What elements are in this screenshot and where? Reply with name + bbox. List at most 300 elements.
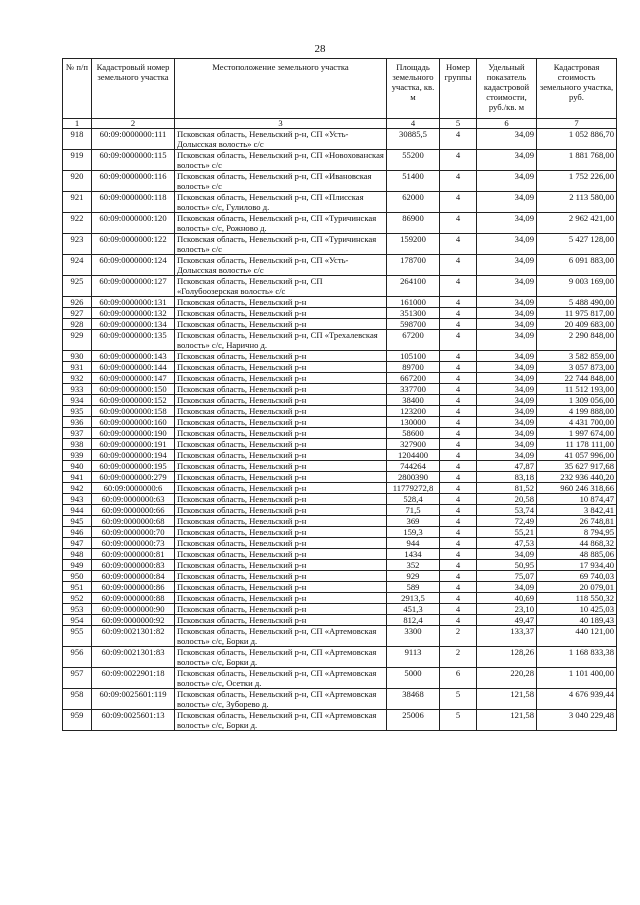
location-cell: Псковская область, Невельский р-н [175, 494, 387, 505]
group-number-cell: 4 [440, 308, 477, 319]
specific-value-cell: 34,09 [477, 450, 537, 461]
table-row [63, 192, 617, 213]
cadastral-number-cell: 60:09:0000000:68 [92, 516, 175, 527]
area-cell: 3300 [387, 626, 440, 647]
location-cell: Псковская область, Невельский р-н, СП «Плисская волость» с/с, Гулилово д. [175, 192, 387, 213]
cadastral-number-cell: 60:09:0000000:131 [92, 297, 175, 308]
table-row [63, 626, 617, 647]
cadastral-number-cell: 60:09:0000000:147 [92, 373, 175, 384]
area-cell: 58600 [387, 428, 440, 439]
table-row [63, 255, 617, 276]
location-cell: Псковская область, Невельский р-н, СП «Туричинская волость» с/с [175, 234, 387, 255]
area-cell: 130000 [387, 417, 440, 428]
cadastral-value-cell: 4 676 939,44 [537, 689, 617, 710]
specific-value-cell: 34,09 [477, 384, 537, 395]
cadastral-value-cell: 48 885,06 [537, 549, 617, 560]
location-cell: Псковская область, Невельский р-н [175, 450, 387, 461]
table-row [63, 150, 617, 171]
specific-value-cell: 72,49 [477, 516, 537, 527]
location-cell: Псковская область, Невельский р-н [175, 571, 387, 582]
specific-value-cell: 34,09 [477, 308, 537, 319]
cadastral-value-cell: 4 431 700,00 [537, 417, 617, 428]
area-cell: 451,3 [387, 604, 440, 615]
row-number-cell: 956 [63, 647, 92, 668]
row-number-cell: 924 [63, 255, 92, 276]
specific-value-cell: 34,09 [477, 276, 537, 297]
cadastral-number-cell: 60:09:0000000:116 [92, 171, 175, 192]
specific-value-cell: 34,09 [477, 582, 537, 593]
area-cell: 1434 [387, 549, 440, 560]
cadastral-value-cell: 1 309 056,00 [537, 395, 617, 406]
group-number-cell: 2 [440, 647, 477, 668]
location-cell: Псковская область, Невельский р-н [175, 439, 387, 450]
cadastral-value-cell: 11 975 817,00 [537, 308, 617, 319]
cadastral-number-cell: 60:09:0000000:195 [92, 461, 175, 472]
location-cell: Псковская область, Невельский р-н [175, 308, 387, 319]
cadastral-number-cell: 60:09:0000000:70 [92, 527, 175, 538]
cadastral-value-cell: 69 740,03 [537, 571, 617, 582]
header-cell: Кадастровая стоимость земельного участка, руб. [537, 59, 617, 119]
row-number-cell: 926 [63, 297, 92, 308]
area-cell: 812,4 [387, 615, 440, 626]
cadastral-number-cell: 60:09:0000000:90 [92, 604, 175, 615]
specific-value-cell: 34,09 [477, 439, 537, 450]
cadastral-value-cell: 1 101 400,00 [537, 668, 617, 689]
column-number: 5 [440, 119, 477, 129]
cadastral-number-cell: 60:09:0021301:83 [92, 647, 175, 668]
cadastral-number-cell: 60:09:0025601:13 [92, 710, 175, 731]
group-number-cell: 4 [440, 560, 477, 571]
cadastral-number-cell: 60:09:0000000:118 [92, 192, 175, 213]
row-number-cell: 937 [63, 428, 92, 439]
group-number-cell: 4 [440, 319, 477, 330]
table-row [63, 319, 617, 330]
cadastral-value-cell: 26 748,81 [537, 516, 617, 527]
cadastral-table [62, 58, 617, 731]
header-cell: Удельный показатель кадастровой стоимости, руб./кв. м [477, 59, 537, 119]
location-cell: Псковская область, Невельский р-н [175, 483, 387, 494]
specific-value-cell: 128,26 [477, 647, 537, 668]
group-number-cell: 4 [440, 538, 477, 549]
table-row [63, 384, 617, 395]
row-number-cell: 950 [63, 571, 92, 582]
location-cell: Псковская область, Невельский р-н [175, 538, 387, 549]
header-cell: Площадь земельного участка, кв. м [387, 59, 440, 119]
group-number-cell: 4 [440, 483, 477, 494]
specific-value-cell: 81,52 [477, 483, 537, 494]
table-row [63, 395, 617, 406]
cadastral-value-cell: 118 550,32 [537, 593, 617, 604]
cadastral-value-cell: 20 079,01 [537, 582, 617, 593]
row-number-cell: 918 [63, 129, 92, 150]
area-cell: 352 [387, 560, 440, 571]
location-cell: Псковская область, Невельский р-н [175, 351, 387, 362]
area-cell: 159200 [387, 234, 440, 255]
cadastral-value-cell: 440 121,00 [537, 626, 617, 647]
table-row [63, 516, 617, 527]
cadastral-number-cell: 60:09:0000000:124 [92, 255, 175, 276]
location-cell: Псковская область, Невельский р-н, СП «Голубоозерская волость» с/с [175, 276, 387, 297]
table-row [63, 330, 617, 351]
location-cell: Псковская область, Невельский р-н, СП «Трехалевская волость» с/с, Нарично д. [175, 330, 387, 351]
area-cell: 944 [387, 538, 440, 549]
table-row [63, 351, 617, 362]
cadastral-value-cell: 2 290 848,00 [537, 330, 617, 351]
specific-value-cell: 34,09 [477, 297, 537, 308]
area-cell: 1204400 [387, 450, 440, 461]
column-number: 7 [537, 119, 617, 129]
table-row [63, 505, 617, 516]
specific-value-cell: 220,28 [477, 668, 537, 689]
cadastral-value-cell: 22 744 848,00 [537, 373, 617, 384]
cadastral-number-cell: 60:09:0000000:135 [92, 330, 175, 351]
area-cell: 38468 [387, 689, 440, 710]
location-cell: Псковская область, Невельский р-н [175, 516, 387, 527]
row-number-cell: 919 [63, 150, 92, 171]
group-number-cell: 4 [440, 505, 477, 516]
cadastral-number-cell: 60:09:0000000:115 [92, 150, 175, 171]
table-row [63, 213, 617, 234]
location-cell: Псковская область, Невельский р-н [175, 384, 387, 395]
row-number-cell: 947 [63, 538, 92, 549]
table-row [63, 373, 617, 384]
table-row [63, 417, 617, 428]
row-number-cell: 927 [63, 308, 92, 319]
location-cell: Псковская область, Невельский р-н, СП «Новохованская волость» с/с [175, 150, 387, 171]
cadastral-value-cell: 1 752 226,00 [537, 171, 617, 192]
cadastral-number-cell: 60:09:0000000:81 [92, 549, 175, 560]
cadastral-number-cell: 60:09:0025601:119 [92, 689, 175, 710]
row-number-cell: 942 [63, 483, 92, 494]
area-cell: 86900 [387, 213, 440, 234]
row-number-cell: 959 [63, 710, 92, 731]
cadastral-value-cell: 5 427 128,00 [537, 234, 617, 255]
cadastral-number-cell: 60:09:0000000:127 [92, 276, 175, 297]
row-number-cell: 941 [63, 472, 92, 483]
row-number-cell: 954 [63, 615, 92, 626]
specific-value-cell: 34,09 [477, 171, 537, 192]
area-cell: 178700 [387, 255, 440, 276]
group-number-cell: 4 [440, 234, 477, 255]
specific-value-cell: 133,37 [477, 626, 537, 647]
column-number: 2 [92, 119, 175, 129]
location-cell: Псковская область, Невельский р-н, СП «Артемовская волость» с/с, Борки д. [175, 647, 387, 668]
column-number: 3 [175, 119, 387, 129]
row-number-cell: 944 [63, 505, 92, 516]
group-number-cell: 4 [440, 373, 477, 384]
specific-value-cell: 75,07 [477, 571, 537, 582]
cadastral-number-cell: 60:09:0022901:18 [92, 668, 175, 689]
group-number-cell: 4 [440, 297, 477, 308]
specific-value-cell: 34,09 [477, 373, 537, 384]
cadastral-number-cell: 60:09:0000000:191 [92, 439, 175, 450]
specific-value-cell: 34,09 [477, 406, 537, 417]
table-row [63, 604, 617, 615]
location-cell: Псковская область, Невельский р-н [175, 362, 387, 373]
area-cell: 159,3 [387, 527, 440, 538]
cadastral-number-cell: 60:09:0000000:84 [92, 571, 175, 582]
group-number-cell: 4 [440, 604, 477, 615]
cadastral-value-cell: 5 488 490,00 [537, 297, 617, 308]
table-row [63, 308, 617, 319]
cadastral-value-cell: 2 962 421,00 [537, 213, 617, 234]
group-number-cell: 4 [440, 450, 477, 461]
cadastral-value-cell: 3 040 229,48 [537, 710, 617, 731]
row-number-cell: 921 [63, 192, 92, 213]
specific-value-cell: 34,09 [477, 362, 537, 373]
specific-value-cell: 83,18 [477, 472, 537, 483]
row-number-cell: 935 [63, 406, 92, 417]
cadastral-number-cell: 60:09:0000000:160 [92, 417, 175, 428]
column-number: 6 [477, 119, 537, 129]
table-row [63, 549, 617, 560]
cadastral-number-cell: 60:09:0000000:279 [92, 472, 175, 483]
group-number-cell: 4 [440, 213, 477, 234]
table-body [63, 129, 617, 731]
table-row [63, 593, 617, 604]
area-cell: 105100 [387, 351, 440, 362]
row-number-cell: 936 [63, 417, 92, 428]
cadastral-value-cell: 6 091 883,00 [537, 255, 617, 276]
cadastral-number-cell: 60:09:0021301:82 [92, 626, 175, 647]
location-cell: Псковская область, Невельский р-н [175, 560, 387, 571]
specific-value-cell: 34,09 [477, 330, 537, 351]
specific-value-cell: 121,58 [477, 710, 537, 731]
specific-value-cell: 40,69 [477, 593, 537, 604]
cadastral-value-cell: 3 582 859,00 [537, 351, 617, 362]
cadastral-number-cell: 60:09:0000000:120 [92, 213, 175, 234]
specific-value-cell: 53,74 [477, 505, 537, 516]
location-cell: Псковская область, Невельский р-н [175, 615, 387, 626]
specific-value-cell: 49,47 [477, 615, 537, 626]
cadastral-value-cell: 960 246 318,66 [537, 483, 617, 494]
table-row [63, 406, 617, 417]
location-cell: Псковская область, Невельский р-н, СП «Артемовская волость» с/с, Борки д. [175, 710, 387, 731]
group-number-cell: 4 [440, 527, 477, 538]
table-row [63, 710, 617, 731]
location-cell: Псковская область, Невельский р-н [175, 417, 387, 428]
cadastral-number-cell: 60:09:0000000:6 [92, 483, 175, 494]
cadastral-value-cell: 3 057 873,00 [537, 362, 617, 373]
group-number-cell: 4 [440, 549, 477, 560]
row-number-cell: 958 [63, 689, 92, 710]
group-number-cell: 2 [440, 626, 477, 647]
row-number-cell: 951 [63, 582, 92, 593]
header-cell: № п/п [63, 59, 92, 119]
cadastral-number-cell: 60:09:0000000:143 [92, 351, 175, 362]
cadastral-number-cell: 60:09:0000000:152 [92, 395, 175, 406]
location-cell: Псковская область, Невельский р-н, СП «Ивановская волость» с/с [175, 171, 387, 192]
column-number: 1 [63, 119, 92, 129]
area-cell: 11779272,8 [387, 483, 440, 494]
area-cell: 25006 [387, 710, 440, 731]
group-number-cell: 4 [440, 384, 477, 395]
cadastral-value-cell: 8 794,95 [537, 527, 617, 538]
row-number-cell: 932 [63, 373, 92, 384]
specific-value-cell: 47,87 [477, 461, 537, 472]
area-cell: 89700 [387, 362, 440, 373]
group-number-cell: 4 [440, 571, 477, 582]
specific-value-cell: 34,09 [477, 549, 537, 560]
row-number-cell: 957 [63, 668, 92, 689]
cadastral-number-cell: 60:09:0000000:83 [92, 560, 175, 571]
cadastral-value-cell: 41 057 996,00 [537, 450, 617, 461]
table-row [63, 615, 617, 626]
table-row [63, 472, 617, 483]
area-cell: 38400 [387, 395, 440, 406]
specific-value-cell: 121,58 [477, 689, 537, 710]
table-row [63, 560, 617, 571]
table-row [63, 668, 617, 689]
table-row [63, 234, 617, 255]
column-number-row [63, 119, 617, 129]
cadastral-number-cell: 60:09:0000000:88 [92, 593, 175, 604]
table-row [63, 689, 617, 710]
table-row [63, 439, 617, 450]
location-cell: Псковская область, Невельский р-н [175, 428, 387, 439]
cadastral-value-cell: 44 868,32 [537, 538, 617, 549]
group-number-cell: 4 [440, 417, 477, 428]
cadastral-value-cell: 1 997 674,00 [537, 428, 617, 439]
location-cell: Псковская область, Невельский р-н [175, 593, 387, 604]
cadastral-value-cell: 40 189,43 [537, 615, 617, 626]
area-cell: 30885,5 [387, 129, 440, 150]
location-cell: Псковская область, Невельский р-н [175, 582, 387, 593]
specific-value-cell: 47,53 [477, 538, 537, 549]
row-number-cell: 933 [63, 384, 92, 395]
table-row [63, 276, 617, 297]
group-number-cell: 4 [440, 255, 477, 276]
row-number-cell: 931 [63, 362, 92, 373]
specific-value-cell: 34,09 [477, 255, 537, 276]
group-number-cell: 4 [440, 171, 477, 192]
cadastral-value-cell: 4 199 888,00 [537, 406, 617, 417]
row-number-cell: 922 [63, 213, 92, 234]
area-cell: 667200 [387, 373, 440, 384]
group-number-cell: 4 [440, 150, 477, 171]
group-number-cell: 5 [440, 710, 477, 731]
cadastral-value-cell: 20 409 683,00 [537, 319, 617, 330]
cadastral-value-cell: 1 168 833,38 [537, 647, 617, 668]
group-number-cell: 4 [440, 276, 477, 297]
area-cell: 161000 [387, 297, 440, 308]
table-row [63, 171, 617, 192]
group-number-cell: 4 [440, 461, 477, 472]
location-cell: Псковская область, Невельский р-н [175, 373, 387, 384]
table-row [63, 538, 617, 549]
cadastral-value-cell: 3 842,41 [537, 505, 617, 516]
location-cell: Псковская область, Невельский р-н, СП «Усть-Долысская волость» с/с [175, 129, 387, 150]
specific-value-cell: 34,09 [477, 428, 537, 439]
cadastral-number-cell: 60:09:0000000:132 [92, 308, 175, 319]
location-cell: Псковская область, Невельский р-н [175, 527, 387, 538]
table-row [63, 297, 617, 308]
specific-value-cell: 34,09 [477, 192, 537, 213]
cadastral-number-cell: 60:09:0000000:144 [92, 362, 175, 373]
specific-value-cell: 34,09 [477, 351, 537, 362]
group-number-cell: 4 [440, 129, 477, 150]
group-number-cell: 4 [440, 472, 477, 483]
location-cell: Псковская область, Невельский р-н, СП «Усть-Долысская волость» с/с [175, 255, 387, 276]
row-number-cell: 923 [63, 234, 92, 255]
specific-value-cell: 34,09 [477, 213, 537, 234]
group-number-cell: 4 [440, 593, 477, 604]
specific-value-cell: 34,09 [477, 129, 537, 150]
group-number-cell: 4 [440, 395, 477, 406]
specific-value-cell: 34,09 [477, 417, 537, 428]
cadastral-value-cell: 17 934,40 [537, 560, 617, 571]
row-number-cell: 939 [63, 450, 92, 461]
row-number-cell: 920 [63, 171, 92, 192]
area-cell: 5000 [387, 668, 440, 689]
area-cell: 9113 [387, 647, 440, 668]
group-number-cell: 5 [440, 689, 477, 710]
cadastral-number-cell: 60:09:0000000:63 [92, 494, 175, 505]
area-cell: 744264 [387, 461, 440, 472]
table-row [63, 494, 617, 505]
location-cell: Псковская область, Невельский р-н [175, 406, 387, 417]
location-cell: Псковская область, Невельский р-н [175, 319, 387, 330]
cadastral-value-cell: 1 052 886,70 [537, 129, 617, 150]
row-number-cell: 955 [63, 626, 92, 647]
location-cell: Псковская область, Невельский р-н [175, 297, 387, 308]
group-number-cell: 4 [440, 494, 477, 505]
row-number-cell: 943 [63, 494, 92, 505]
row-number-cell: 945 [63, 516, 92, 527]
area-cell: 369 [387, 516, 440, 527]
row-number-cell: 952 [63, 593, 92, 604]
group-number-cell: 4 [440, 439, 477, 450]
specific-value-cell: 23,10 [477, 604, 537, 615]
cadastral-number-cell: 60:09:0000000:150 [92, 384, 175, 395]
area-cell: 51400 [387, 171, 440, 192]
specific-value-cell: 50,95 [477, 560, 537, 571]
location-cell: Псковская область, Невельский р-н [175, 472, 387, 483]
group-number-cell: 4 [440, 351, 477, 362]
cadastral-value-cell: 1 881 768,00 [537, 150, 617, 171]
cadastral-value-cell: 10 874,47 [537, 494, 617, 505]
area-cell: 929 [387, 571, 440, 582]
row-number-cell: 929 [63, 330, 92, 351]
area-cell: 71,5 [387, 505, 440, 516]
location-cell: Псковская область, Невельский р-н, СП «Туричинская волость» с/с, Рожново д. [175, 213, 387, 234]
table-row [63, 582, 617, 593]
table-row [63, 428, 617, 439]
row-number-cell: 930 [63, 351, 92, 362]
row-number-cell: 938 [63, 439, 92, 450]
cadastral-number-cell: 60:09:0000000:122 [92, 234, 175, 255]
specific-value-cell: 55,21 [477, 527, 537, 538]
cadastral-number-cell: 60:09:0000000:111 [92, 129, 175, 150]
table-row [63, 129, 617, 150]
area-cell: 264100 [387, 276, 440, 297]
table-row [63, 362, 617, 373]
header-cell: Кадастровый номер земельного участка [92, 59, 175, 119]
table-row [63, 571, 617, 582]
row-number-cell: 946 [63, 527, 92, 538]
table-row [63, 450, 617, 461]
area-cell: 62000 [387, 192, 440, 213]
area-cell: 67200 [387, 330, 440, 351]
location-cell: Псковская область, Невельский р-н [175, 395, 387, 406]
row-number-cell: 925 [63, 276, 92, 297]
group-number-cell: 4 [440, 330, 477, 351]
area-cell: 598700 [387, 319, 440, 330]
cadastral-value-cell: 10 425,03 [537, 604, 617, 615]
location-cell: Псковская область, Невельский р-н [175, 549, 387, 560]
location-cell: Псковская область, Невельский р-н, СП «Артемовская волость» с/с, Зуборево д. [175, 689, 387, 710]
location-cell: Псковская область, Невельский р-н [175, 505, 387, 516]
